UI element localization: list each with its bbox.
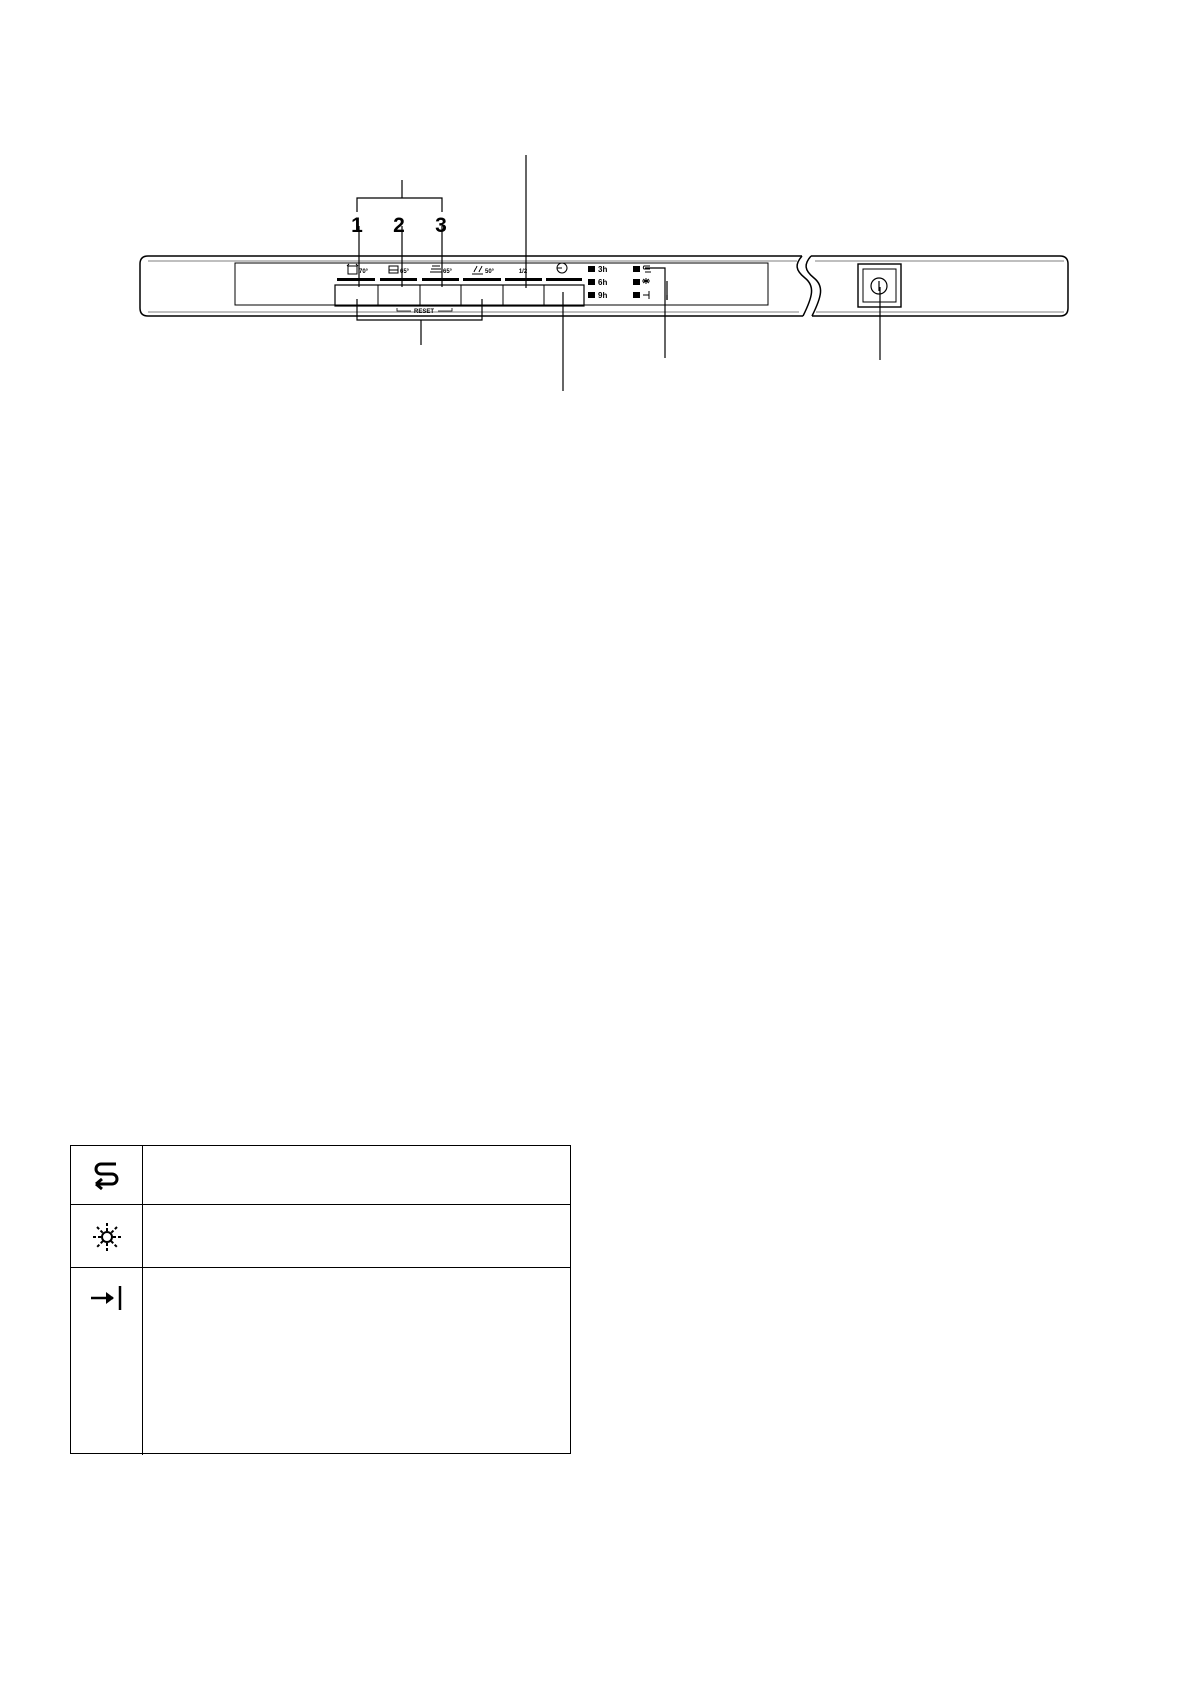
salt-led [633, 279, 640, 285]
legend-row-end [71, 1268, 570, 1455]
program-label-2: 65° [400, 269, 410, 275]
callout-2: 2 [393, 214, 405, 237]
bracket-top [357, 198, 442, 212]
salt-small-icon [642, 278, 650, 284]
leader-lines [357, 155, 880, 391]
program-label-1: 70° [359, 269, 369, 275]
program-label-4: 50° [485, 269, 495, 275]
intensive-program-icon [347, 264, 358, 274]
delay-label-3h: 3h [598, 265, 608, 274]
delay-label-9h: 9h [598, 291, 608, 300]
reset-label: RESET [413, 309, 435, 315]
delay-led-6h [588, 279, 595, 285]
delay-led-9h [588, 292, 595, 298]
legend-row-rinse-aid [71, 1146, 570, 1205]
salt-refill-icon [71, 1205, 142, 1268]
break-left [797, 256, 811, 316]
callout-numbers [351, 214, 447, 237]
button-row [335, 285, 584, 306]
program-bars [337, 278, 582, 281]
program-label-3: 65° [443, 269, 453, 275]
eco-program-icon [430, 266, 442, 272]
rinse-aid-refill-icon [71, 1146, 142, 1205]
program-labels [359, 269, 528, 275]
legend-row-salt [71, 1205, 570, 1268]
rinse-aid-led [633, 266, 640, 272]
program-icons [347, 263, 567, 274]
end-of-program-icon [71, 1268, 142, 1328]
callout-3: 3 [435, 214, 447, 237]
half-load-label: 1/2 [518, 269, 528, 275]
legend-divider [142, 1268, 143, 1455]
normal-program-icon [389, 266, 398, 273]
callout-1: 1 [351, 214, 363, 237]
legend-divider [142, 1146, 143, 1204]
rinse-aid-small-icon [643, 266, 651, 272]
delay-led-3h [588, 266, 595, 272]
end-small-icon [643, 291, 649, 299]
legend-divider [142, 1205, 143, 1267]
legend-table [70, 1145, 571, 1454]
display-window [235, 263, 768, 305]
delay-indicators [588, 265, 607, 300]
break-right [806, 256, 820, 316]
gentle-program-icon [472, 266, 483, 274]
status-indicators [633, 266, 651, 299]
delay-label-6h: 6h [598, 278, 608, 287]
end-led [633, 292, 640, 298]
